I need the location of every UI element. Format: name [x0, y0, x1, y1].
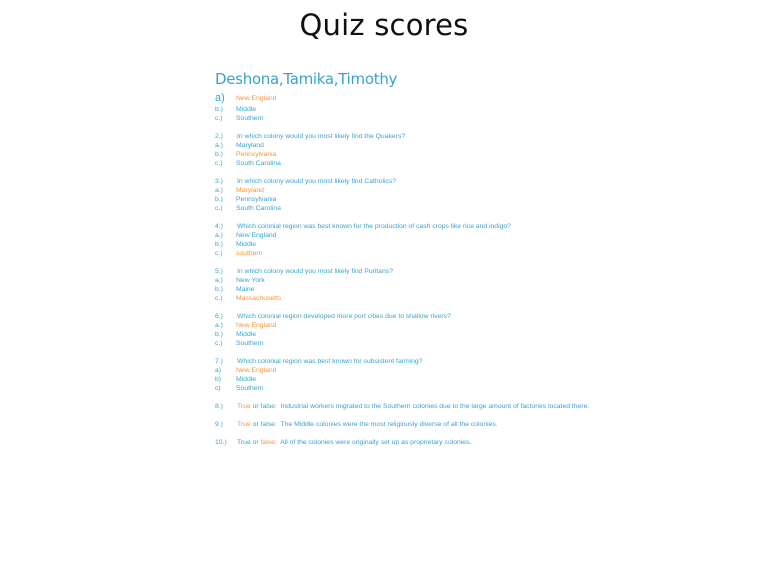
q1-option-c: c.) Southern	[215, 115, 264, 122]
q2-prompt: 2.) In which colony would you most likely find the Quakers?	[215, 133, 406, 140]
question-9	[215, 420, 615, 429]
q4-option-c: c.) southern	[215, 250, 263, 257]
q6-prompt: 6.) Which colonial region developed more port cities due to shallow rivers?	[215, 313, 451, 320]
q7-option-b: b) Middle	[215, 376, 257, 383]
q6-option-b: b.) Middle	[215, 331, 257, 338]
q7-option-a: a) New England	[215, 367, 277, 374]
q8-prompt: 8.) True or false: Industrial workers migrated to the Southern colonies due to the large amount of factories located there.	[215, 403, 590, 410]
q3-option-b: b.) Pennsylvania	[215, 196, 277, 203]
quiz-document	[215, 70, 615, 456]
question-5	[215, 267, 615, 303]
q5-option-b: b.) Maine	[215, 286, 255, 293]
question-4	[215, 222, 615, 258]
q5-option-a: a.) New York	[215, 277, 265, 284]
q4-option-a: a.) New England	[215, 232, 277, 239]
question-7	[215, 357, 615, 393]
q6-option-c: c.) Southern	[215, 340, 264, 347]
q2-option-a: a.) Maryland	[215, 142, 264, 149]
slide-title: Quiz scores	[299, 8, 469, 42]
q5-prompt: 5.) In which colony would you most likely find Puritans?	[215, 268, 394, 275]
q3-option-c: c.) South Carolina	[215, 205, 281, 212]
q5-option-c: c.) Massachusetts	[215, 295, 282, 302]
q2-option-c: c.) South Carolina	[215, 160, 281, 167]
q4-option-b: b.) Middle	[215, 241, 257, 248]
q6-option-a: a.) New England	[215, 322, 277, 329]
q9-prompt: 9.) True or false: The Middle colonies were the most religiously diverse of all the colonies.	[215, 421, 498, 428]
q7-option-c: c) Southern	[215, 385, 264, 392]
q3-prompt: 3.) In which colony would you most likely find Catholics?	[215, 178, 397, 185]
question-2	[215, 132, 615, 168]
question-1	[215, 92, 615, 123]
q4-prompt: 4.) Which colonial region was best known for the production of cash crops like rice and indigo?	[215, 223, 511, 230]
q10-prompt: 10.) True or false: All of the colonies were originally set up as proprietary colonies.	[215, 439, 472, 446]
q3-option-a: a.) Maryland	[215, 187, 264, 194]
q1-option-b: b.) Middle	[215, 106, 257, 113]
q1-option-a: a) New England	[215, 92, 277, 104]
question-8	[215, 402, 615, 411]
question-3	[215, 177, 615, 213]
question-10	[215, 438, 615, 447]
question-6	[215, 312, 615, 348]
q7-prompt: 7.) Which colonial region was best known for subsistent farming?	[215, 358, 423, 365]
student-names: Deshona,Tamika,Timothy	[215, 70, 398, 88]
q2-option-b: b.) Pennsylvania	[215, 151, 277, 158]
